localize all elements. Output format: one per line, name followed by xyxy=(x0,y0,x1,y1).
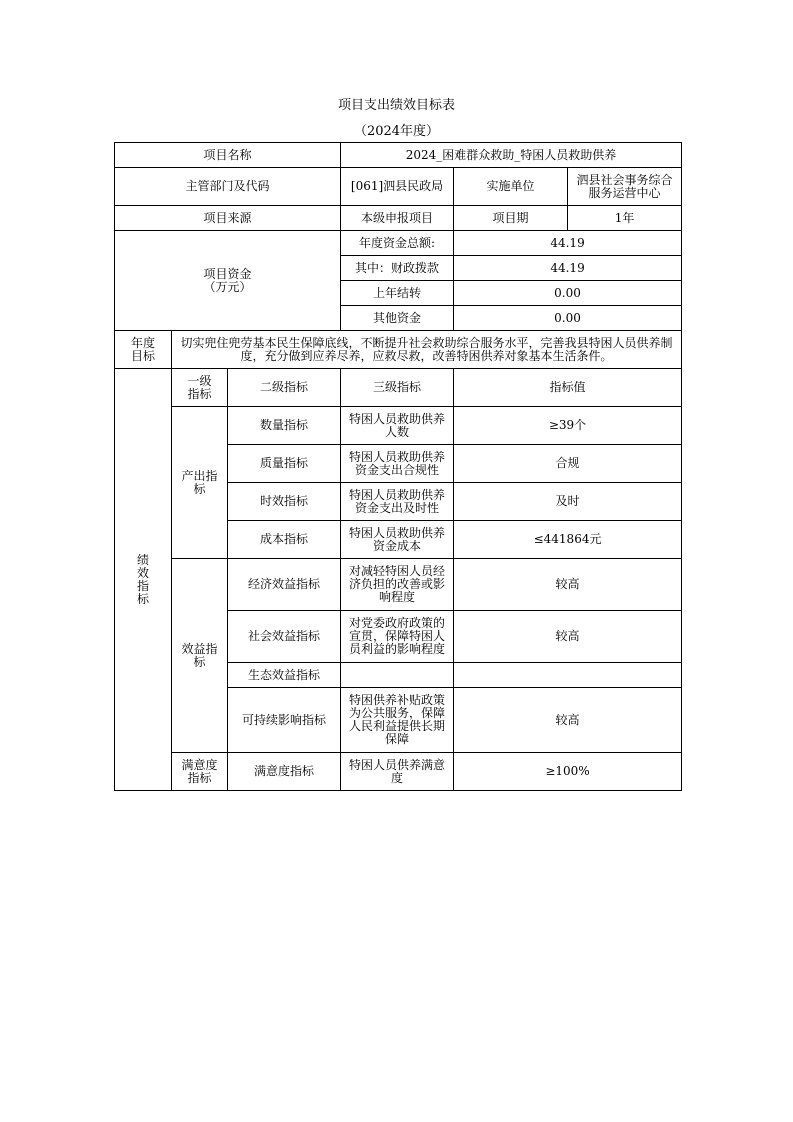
document-year: （2024年度） xyxy=(353,124,440,139)
indicator-value: ≥39个 xyxy=(454,407,682,445)
level2-indicator: 满意度指标 xyxy=(228,753,341,791)
funds-other-value: 0.00 xyxy=(454,306,682,331)
funds-carryover-label: 上年结转 xyxy=(341,281,454,306)
level3-indicator: 特困人员救助供养人数 xyxy=(341,407,454,445)
indicator-value: ≥100% xyxy=(454,753,682,791)
level2-indicator: 经济效益指标 xyxy=(228,559,341,611)
indicator-value: 较高 xyxy=(454,611,682,663)
header-level2: 二级指标 xyxy=(228,369,341,407)
indicator-value: 合规 xyxy=(454,445,682,483)
level2-indicator: 可持续影响指标 xyxy=(228,688,341,753)
funds-fiscal-value: 44.19 xyxy=(454,256,682,281)
benefit-indicators-label: 效益指 标 xyxy=(172,559,228,753)
level3-indicator: 特困人员救助供养资金支出及时性 xyxy=(341,483,454,521)
level2-indicator: 社会效益指标 xyxy=(228,611,341,663)
level2-indicator: 成本指标 xyxy=(228,521,341,559)
funds-carryover-value: 0.00 xyxy=(454,281,682,306)
header-level3: 三级指标 xyxy=(341,369,454,407)
level3-indicator: 特困人员供养满意度 xyxy=(341,753,454,791)
document-title: 项目支出绩效目标表 xyxy=(337,98,455,113)
performance-indicators-label: 绩 效 指 标 xyxy=(115,369,172,791)
level2-indicator: 时效指标 xyxy=(228,483,341,521)
indicator-value: 较高 xyxy=(454,688,682,753)
row-annual-goal xyxy=(115,331,682,369)
project-name-value: 2024_困难群众救助_特困人员救助供养 xyxy=(341,143,682,168)
department-value: [061]泗县民政局 xyxy=(341,168,454,206)
department-label: 主管部门及代码 xyxy=(115,168,341,206)
funds-fiscal-label: 其中：财政拨款 xyxy=(341,256,454,281)
project-name-label: 项目名称 xyxy=(115,143,341,168)
implementing-unit-label: 实施单位 xyxy=(454,168,568,206)
level3-indicator: 特困供养补贴政策为公共服务，保障人民利益提供长期保障 xyxy=(341,688,454,753)
level3-indicator: 对减轻特困人员经济负担的改善或影响程度 xyxy=(341,559,454,611)
table-row xyxy=(115,559,682,611)
performance-target-table xyxy=(114,142,682,791)
header-value: 指标值 xyxy=(454,369,682,407)
level2-indicator: 生态效益指标 xyxy=(228,663,341,688)
level2-indicator: 数量指标 xyxy=(228,407,341,445)
funds-total-value: 44.19 xyxy=(454,231,682,256)
indicator-value xyxy=(454,663,682,688)
level3-indicator: 特困人员救助供养资金支出合规性 xyxy=(341,445,454,483)
level3-indicator: 对党委政府政策的宣贯，保障特困人员利益的影响程度 xyxy=(341,611,454,663)
annual-goal-text: 切实兜住兜劳基本民生保障底线，不断提升社会救助综合服务水平，完善我县特困人员供养制度，充分做到应养尽养，应救尽救，改善特困供养对象基本生活条件。 xyxy=(172,331,682,369)
output-indicators-label: 产出指 标 xyxy=(172,407,228,559)
row-source xyxy=(115,206,682,231)
funds-total-label: 年度资金总额: xyxy=(341,231,454,256)
table-row xyxy=(115,753,682,791)
level2-indicator: 质量指标 xyxy=(228,445,341,483)
implementing-unit-value: 泗县社会事务综合服务运营中心 xyxy=(568,168,682,206)
header-level1: 一级 指标 xyxy=(172,369,228,407)
project-funds-label: 项目资金 （万元） xyxy=(115,231,341,331)
row-indicator-header xyxy=(115,369,682,407)
project-period-value: 1年 xyxy=(568,206,682,231)
satisfaction-indicators-label: 满意度 指标 xyxy=(172,753,228,791)
row-project-name xyxy=(115,143,682,168)
level3-indicator: 特困人员救助供养资金成本 xyxy=(341,521,454,559)
indicator-value: 较高 xyxy=(454,559,682,611)
row-department xyxy=(115,168,682,206)
project-period-label: 项目期 xyxy=(454,206,568,231)
annual-goal-label: 年度 目标 xyxy=(115,331,172,369)
project-source-label: 项目来源 xyxy=(115,206,341,231)
funds-other-label: 其他资金 xyxy=(341,306,454,331)
level3-indicator xyxy=(341,663,454,688)
row-funds-total xyxy=(115,231,682,256)
project-source-value: 本级申报项目 xyxy=(341,206,454,231)
indicator-value: 及时 xyxy=(454,483,682,521)
indicator-value: ≤441864元 xyxy=(454,521,682,559)
table-row xyxy=(115,407,682,445)
